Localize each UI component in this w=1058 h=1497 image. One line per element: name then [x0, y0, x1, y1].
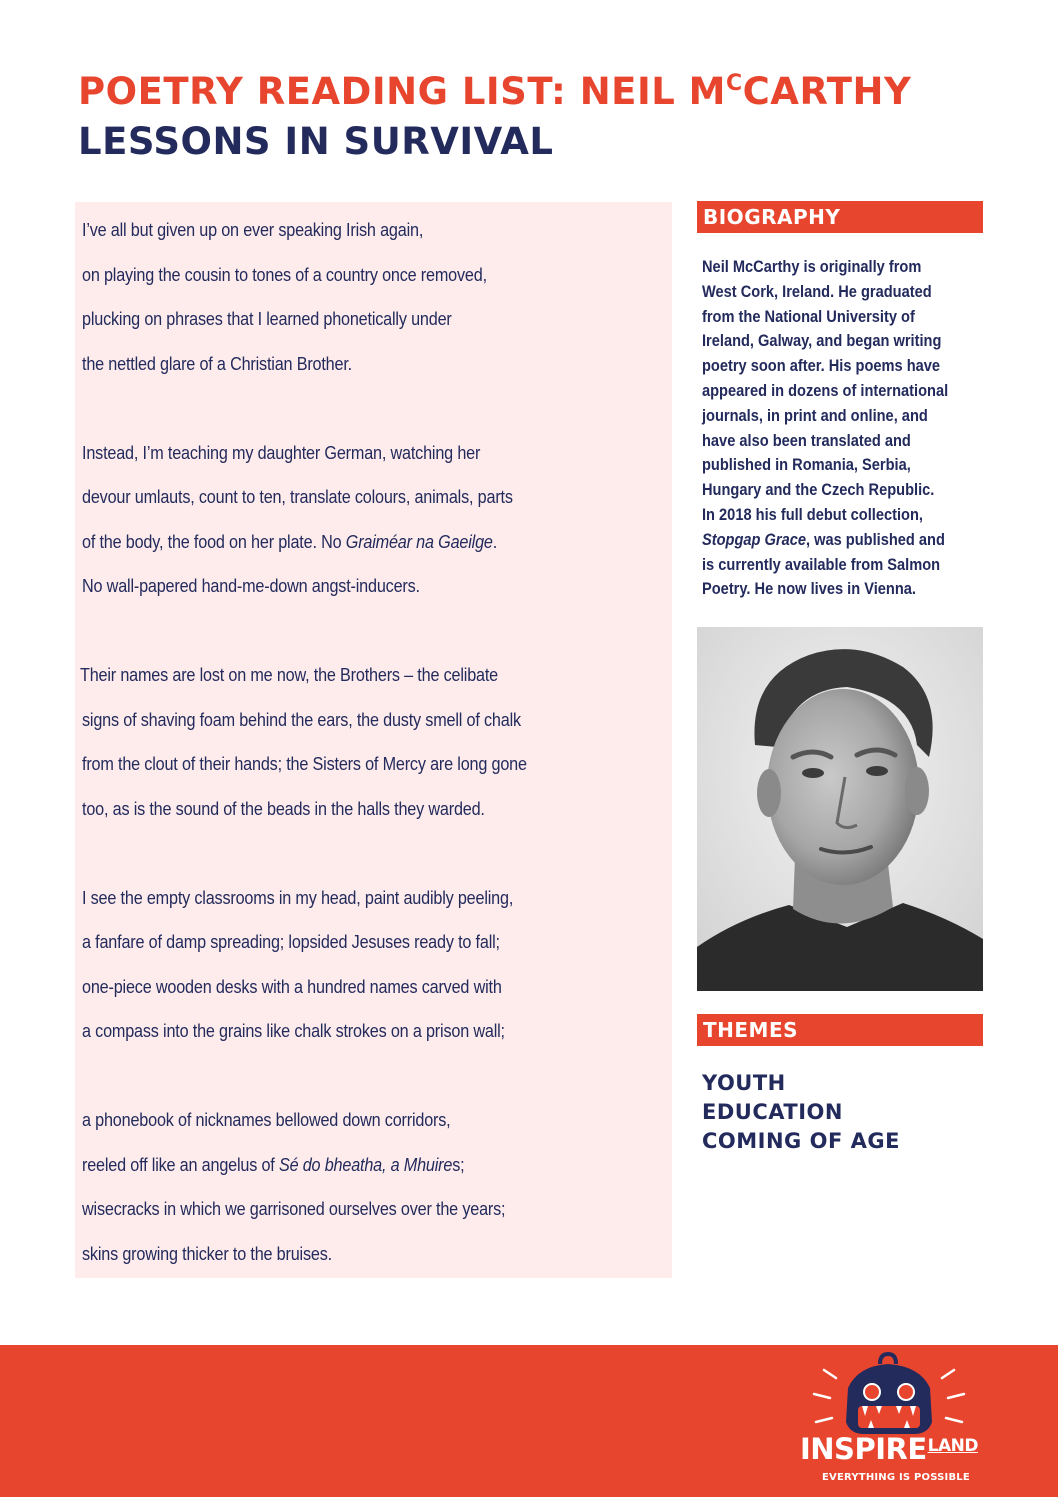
bio-line: journals, in print and online, and [702, 405, 928, 425]
logo-word-main: INSPIRE [800, 1432, 927, 1466]
biography-text [702, 255, 951, 602]
logo-word-sub: LAND [927, 1436, 978, 1456]
page-title: POETRY READING LIST: NEIL $M^CCARTHY$ [78, 70, 912, 113]
inspireland-monster-logo [796, 1352, 982, 1492]
bio-line: have also been translated and [702, 430, 911, 450]
bio-line: Hungary and the Czech Republic. [702, 480, 935, 500]
bio-line: from the National University of [702, 306, 915, 326]
poem-italic-phrase: Sé do bheatha, a Mhuire [278, 1154, 453, 1175]
poem-line: a compass into the grains like chalk strokes on a prison wall; [82, 1021, 505, 1041]
biography-header: BIOGRAPHY [697, 201, 983, 233]
poem-line: Instead, I’m teaching my daughter German, watching her [82, 442, 481, 463]
page-subtitle: LESSONS IN SURVIVAL [78, 120, 554, 163]
poem-line: the nettled glare of a Christian Brother. [82, 353, 352, 374]
poem-line [82, 1143, 613, 1188]
poem-line: a fanfare of damp spreading; lopsided Jesuses ready to fall; [82, 932, 500, 952]
stanza-gap [82, 609, 613, 654]
poem-line: too, as is the sound of the beads in the halls they warded. [82, 798, 485, 819]
poem-line: wisecracks in which we garrisoned ourselves over the years; [82, 1199, 506, 1219]
bio-line-text: , was published and [805, 529, 945, 549]
logo-wordmark [800, 1432, 978, 1466]
book-title: Stopgap Grace [702, 529, 806, 549]
poem-line: I’ve all but given up on ever speaking Irish again, [82, 220, 424, 240]
stanza-gap [82, 1054, 613, 1099]
themes-list [702, 1069, 900, 1156]
themes-header: THEMES [697, 1014, 983, 1046]
bio-line: published in Romania, Serbia, [702, 455, 911, 475]
poem-line: skins growing thicker to the bruises. [82, 1243, 332, 1264]
poem-line: signs of shaving foam behind the ears, the dusty smell of chalk [82, 709, 521, 730]
poem-line-text: of the body, the food on her plate. No [82, 531, 346, 552]
theme-item: YOUTH [702, 1071, 786, 1095]
poem-line: devour umlauts, count to ten, translate colours, animals, parts [82, 487, 513, 507]
theme-item: EDUCATION [702, 1100, 843, 1124]
poem-line: from the clout of their hands; the Sisters of Mercy are long gone [82, 754, 527, 774]
bio-line: In 2018 his full debut collection, [702, 504, 923, 524]
poem-line: one-piece wooden desks with a hundred names carved with [82, 976, 502, 997]
bio-line: is currently available from Salmon [702, 554, 941, 574]
stanza-gap [82, 386, 613, 431]
bio-line: Poetry. He now lives in Vienna. [702, 579, 916, 599]
stanza-gap [82, 831, 613, 876]
poem-line-text: reeled off like an angelus of [82, 1154, 279, 1175]
bio-line [702, 528, 951, 553]
poem-panel [75, 202, 672, 1278]
poem-line [82, 520, 613, 565]
bio-line: West Cork, Ireland. He graduated [702, 281, 932, 301]
bio-line: appeared in dozens of international [702, 380, 949, 400]
poem-line-punct: s; [452, 1154, 465, 1175]
poem-line-punct: . [492, 531, 498, 552]
poem-line: on playing the cousin to tones of a country once removed, [82, 264, 487, 285]
bio-line: Neil McCarthy is originally from [702, 257, 922, 276]
bio-line: poetry soon after. His poems have [702, 356, 941, 376]
portrait-image [697, 627, 983, 991]
author-photo [697, 627, 983, 991]
poem-line: a phonebook of nicknames bellowed down corridors, [82, 1110, 451, 1130]
poem-line: No wall-papered hand-me-down angst-inducers. [82, 576, 420, 596]
theme-item: COMING OF AGE [702, 1129, 900, 1153]
poem-line: Their names are lost on me now, the Brothers – the celibate [80, 665, 499, 685]
poem-line: I see the empty classrooms in my head, paint audibly peeling, [82, 887, 514, 908]
poem-italic-phrase: Graiméar na Gaeilge [345, 531, 493, 552]
logo-tagline: EVERYTHING IS POSSIBLE [822, 1472, 970, 1483]
bio-line: Ireland, Galway, and began writing [702, 331, 942, 351]
poem-line: plucking on phrases that I learned phonetically under [82, 309, 452, 329]
